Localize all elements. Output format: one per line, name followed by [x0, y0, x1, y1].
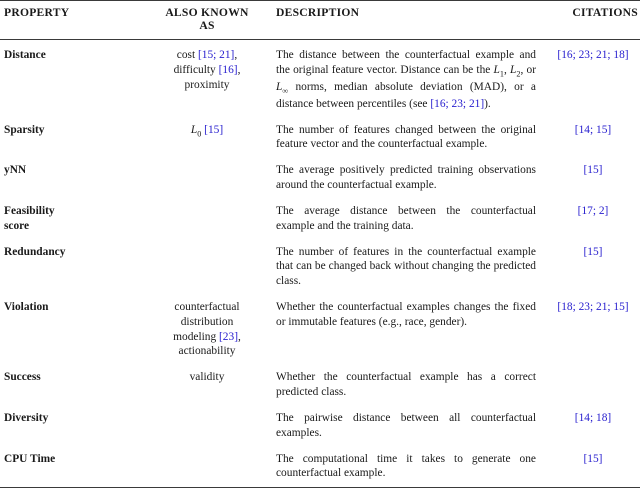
citation-ref: [23]: [219, 330, 238, 343]
row-citations: [15]: [583, 245, 603, 258]
bottom-rule-cell: [0, 488, 640, 489]
row-also-known-as: [146, 118, 268, 159]
row-property-name: Sparsity: [4, 123, 45, 136]
row-citations: [15]: [583, 164, 603, 177]
citation-ref: [16]: [218, 63, 238, 76]
row-description: Whether the counterfactual examples changes the fixed or immutable features (e.g., race, gender).: [276, 300, 536, 328]
row-also-known-as: [146, 240, 268, 295]
column-header-citations: CITATIONS: [546, 1, 640, 40]
table-header-row: [0, 1, 640, 40]
column-header-also-known-as: [146, 1, 268, 40]
row-also-known-as: cost [15; 21], difficulty [16], proximity: [146, 40, 268, 118]
row-property-name: yNN: [4, 164, 27, 177]
column-header-property: PROPERTY: [0, 1, 146, 40]
citation-ref: [15]: [204, 123, 224, 136]
column-header-description: DESCRIPTION: [268, 1, 546, 40]
row-citations: [17; 2]: [577, 204, 609, 217]
row-description: The pairwise distance between all counterfactual examples.: [276, 411, 536, 439]
row-description: The distance between the counterfactual example and the original feature vector. Distance can be the $L_1$, $L_2$, or $L_\infty$ norms, median absolute deviation (MAD), or a distance between percentiles (see [16; 23; 21]).: [268, 40, 546, 118]
table-row: [0, 240, 640, 295]
row-property-name: Distance: [0, 40, 146, 118]
table-header: [0, 1, 640, 40]
table-body: [0, 40, 640, 489]
row-description: The number of features changed between the original feature vector and the counterfactual example.: [276, 123, 536, 151]
table-row: [0, 158, 640, 199]
row-also-known-as: validity: [189, 371, 225, 384]
row-property-name: Redundancy: [4, 245, 66, 258]
row-citations: [14; 18]: [574, 411, 612, 424]
row-description: The number of features in the counterfactual example that can be changed back without changing the predicted class.: [276, 245, 536, 288]
row-citations: [14; 15]: [574, 123, 612, 136]
math-l1: $L_1$: [493, 63, 504, 79]
row-property-name: Diversity: [4, 411, 49, 424]
citation-ref: [15; 21]: [197, 49, 235, 61]
citation-ref-inline: [16; 23; 21]: [430, 97, 485, 110]
table-row: [0, 199, 640, 240]
row-also-known-as: [146, 447, 268, 488]
row-description: The average distance between the counterfactual example and the training data.: [276, 204, 536, 232]
table-row: [0, 118, 640, 159]
row-citations: [18; 23; 21; 15]: [557, 300, 629, 313]
table-row: [0, 406, 640, 447]
table-row: [0, 40, 640, 118]
column-header-also-known-as-line2: AS: [199, 19, 215, 32]
math-linf: $L_\infty$: [276, 80, 289, 96]
row-citations: [15]: [583, 452, 603, 465]
table-row: [0, 447, 640, 488]
math-l0: $L_0$: [190, 123, 202, 138]
table-bottom-rule: [0, 488, 640, 489]
row-also-known-as: [146, 158, 268, 199]
row-citations: [546, 365, 640, 406]
row-description: Whether the counterfactual example has a correct predicted class.: [276, 371, 536, 399]
column-header-also-known-as-line1: ALSO KNOWN: [165, 6, 249, 19]
row-property-name: Feasibility score: [4, 204, 55, 232]
row-also-known-as: counterfactual distribution modeling [23], actionability: [173, 300, 241, 358]
table-row: [0, 365, 640, 406]
row-property-name: Violation: [4, 300, 49, 313]
table-row: [0, 295, 640, 365]
row-description: The computational time it takes to generate one counterfactual example.: [276, 452, 536, 480]
row-property-name: CPU Time: [4, 452, 56, 465]
row-citations: [16; 23; 21; 18]: [546, 40, 640, 118]
row-property-name: Success: [4, 371, 41, 384]
row-description: The average positively predicted training observations around the counterfactual example.: [276, 164, 536, 192]
math-l2: $L_2$: [510, 63, 521, 79]
row-also-known-as: [146, 199, 268, 240]
row-also-known-as: [146, 406, 268, 447]
